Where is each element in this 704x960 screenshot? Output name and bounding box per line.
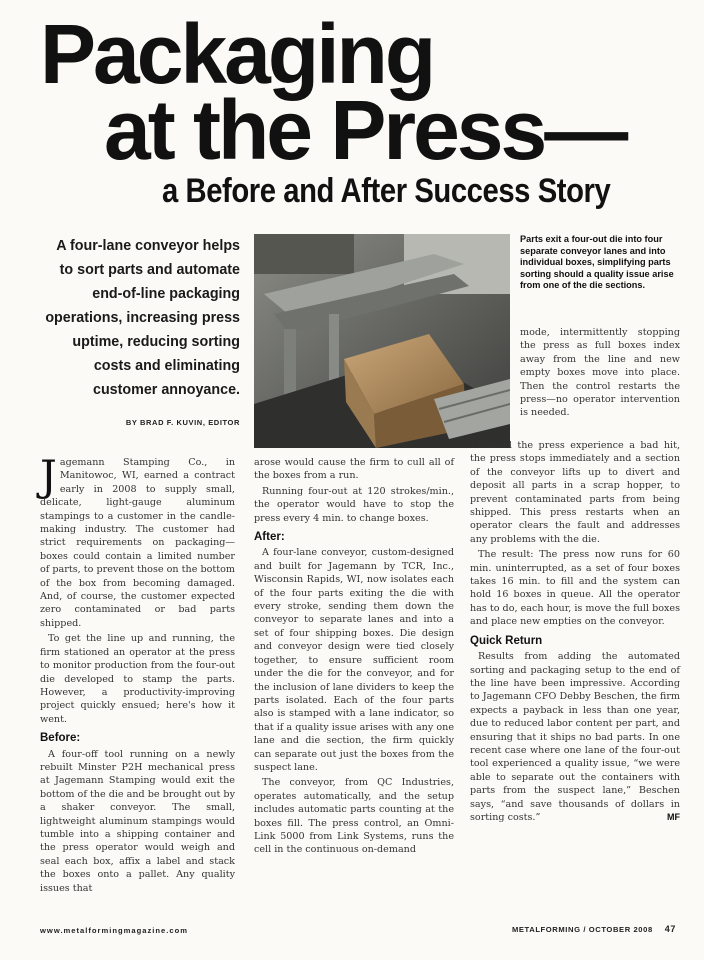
page-number: 47 [664,924,676,934]
end-mark: MF [667,811,680,822]
paragraph [470,650,680,824]
intro-text: agemann Stamping Co., in Manitowoc, WI, earned a contract early in 2008 to supply small, delicate, light-gauge aluminum stampings to a customer in the candle-making industry. The customer had strict requirements on packaging—boxes could contain a limited number of parts, to prevent those on the bottom of the box from becoming damaged. And, of course, the customer expected zero contaminated or bad parts shipped. [40,457,235,629]
paragraph: The result: The press now runs for 60 min. uninterrupted, as a set of four boxes takes 16 min. to fill and the system can hold 16 boxes in queue. All the operator has to do, each hour, is move the full boxes and place new empties on the conveyor. [470,549,680,628]
photo-caption: Parts exit a four-out die into four separate conveyor lanes and into individual boxes, simplifying parts sorting should a quality issue arise from one of the die sections. [520,234,674,290]
section-heading-after: After: [254,531,285,544]
paragraph: arose would cause the firm to cull all of the boxes from a run. [254,457,454,482]
column-2 [254,456,454,859]
intro-paragraph [40,451,235,630]
footer-folio [512,924,676,934]
dropcap: J [40,451,57,500]
footer-magazine: METALFORMING / OCTOBER 2008 [511,925,653,934]
paragraph: To get the line up and running, the firm stationed an operator at the press to monitor production from the four-out die developed to stamp the parts. However, a productivity-improving project quickly ensued; here's how it went. [40,633,235,725]
article-deck: A four-lane conveyor helps to sort parts and automate end-of-line packaging operations, increasing press uptime, reducing sorting costs and eliminating customer annoyance. [45,238,240,398]
paragraph: Should the press experience a bad hit, the press stops immediately and a section of the conveyor lifts up to divert and deposit all parts in a scrap hopper, to prevent contaminated parts from being shipped. This press restarts when an operator clears the fault and addresses any problems with the die. [470,440,680,545]
column-3 [470,439,680,826]
headline-line-2: at the Press— [104,83,626,177]
column-3-top [520,326,680,422]
headline-line-1: Packaging [40,7,434,101]
headline-subtitle: a Before and After Success Story [162,172,611,210]
paragraph: mode, intermittently stopping the press as full boxes index away from the line and new empty boxes move into place. Then the control restarts the press—no operator intervention is needed. [520,327,680,419]
closing-text: Results from adding the automated sorting and packaging setup to the end of the line have been impressive. According to Jagemann CFO Debby Beschen, the firm expects a payback in less than one year, due to reduced labor content per part, and ensuring that it ships no bad parts. In one recent case where one lane of the four-out tool experienced a quality issue, “we were able to separate out the containers with parts from the suspect lane,” Beschen says, “and save thousands of dollars in sorting costs.” [470,651,680,823]
byline: BY BRAD F. KUVIN, EDITOR [125,418,240,427]
conveyor-photo-illustration [254,234,510,448]
column-1 [40,451,235,897]
section-heading-quick-return: Quick Return [470,634,543,647]
conveyor-photo [254,234,510,448]
section-heading-before: Before: [40,732,81,745]
paragraph: The conveyor, from QC Industries, operates automatically, and the setup includes automatic parts counting at the boxes fill. The press control, an Omni-Link 5000 from Link Systems, runs the cell in the continuous on-demand [254,777,454,856]
paragraph: A four-lane conveyor, custom-designed and built for Jagemann by TCR, Inc., Wisconsin Rapids, WI, now isolates each of the four parts exiting the die with every stroke, sending them down the conveyor to separate lanes and into a set of four shipping boxes. Die design and conveyor design were tied closely together, to ensure sufficient room under the die for the conveyor, and for the inclusion of lane dividers to keep the parts isolated. Each of the four parts also is stamped with a lane indicator, so that if a quality issue arises with any one lane and die section, the firm quickly can separate out just the boxes from the suspect lane. [254,547,454,773]
paragraph: A four-off tool running on a newly rebuilt Minster P2H mechanical press at Jagemann Stamping would exit the bottom of the die and be brought out by a shaker conveyor. The small, lightweight aluminum stampings would tumble into a shipping container and the press operator would weigh and seal each box, affix a label and stack the boxes onto a pallet. Any quality issues that [40,748,235,894]
paragraph: Running four-out at 120 strokes/min., the operator would have to stop the press every 4 min. to change boxes. [254,485,454,524]
footer-website: www.metalformingmagazine.com [40,926,188,935]
